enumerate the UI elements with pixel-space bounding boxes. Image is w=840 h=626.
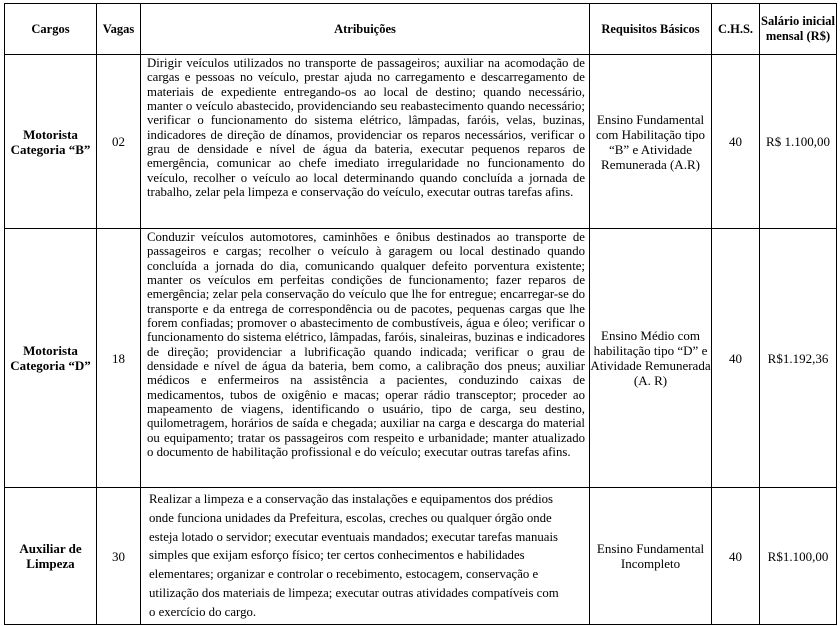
- table-row: [5, 55, 837, 229]
- header-atribuicoes: Atribuições: [141, 4, 590, 55]
- header-salario: Salário inicial mensal (R$): [760, 4, 837, 55]
- vagas-cell: 30: [97, 488, 141, 625]
- header-chs: C.H.S.: [712, 4, 760, 55]
- chs-cell: 40: [712, 488, 760, 625]
- cargo-cell: Motorista Categoria “D”: [5, 229, 97, 488]
- chs-cell: 40: [712, 55, 760, 229]
- table-row: [5, 229, 837, 488]
- header-vagas: Vagas: [97, 4, 141, 55]
- header-row: [5, 4, 837, 55]
- salario-cell: R$ 1.100,00: [760, 55, 837, 229]
- requisitos-cell: Ensino Médio com habilitação tipo “D” e Atividade Remunerada (A. R): [590, 229, 712, 488]
- atribuicoes-cell: Realizar a limpeza e a conservação das instalações e equipamentos dos prédios onde funciona unidades da Prefeitura, escolas, creches ou qualquer órgão onde esteja lotado o servidor; executar eventuais mandados; executar tarefas manuais simples que exijam esforço físico; ter certos conhecimentos e habilidades elementares; organizar e controlar o recebimento, estocagem, conservação e utilização dos materiais de limpeza; executar outras atividades compatíveis com o exercício do cargo.: [141, 488, 590, 625]
- requisitos-cell: Ensino Fundamental com Habilitação tipo “B” e Atividade Remunerada (A.R): [590, 55, 712, 229]
- table-row: [5, 488, 837, 625]
- atribuicoes-cell: Dirigir veículos utilizados no transporte de passageiros; auxiliar na acomodação de cargas e pessoas no veículo, prestar ajuda no carregamento e descarregamento de materiais de expediente entregando-os ao local de destino; quando necessário, manter o veículo abastecido, providenciando seu reabastecimento quando necessário; verificar o funcionamento do sistema elétrico, lâmpadas, faróis, velas, buzinas, indicadores de direção de dínamos, providenciar os reparos necessários, verificar o grau de densidade e nível de água da bateria, executar pequenos reparos de emergência, comunicar ao chefe imediato irregularidade no funcionamento do veículo, recolher o veículo ao local determinando quando concluída a jornada de trabalho, zelar pela limpeza e conservação do veículo, executar outras tarefas afins.: [141, 55, 590, 229]
- header-cargos: Cargos: [5, 4, 97, 55]
- atribuicoes-cell: Conduzir veículos automotores, caminhões e ônibus destinados ao transporte de passageiros e cargas; recolher o veículo à garagem ou local destinado quando concluída a jornada do dia, comunicando qualquer defeito porventura existente; manter os veículos em perfeitas condições de funcionamento; fazer reparos de emergência; zelar pela conservação do veículo que lhe for entregue; encarregar-se do transporte e da entrega de correspondência ou de pacotes, pequenas cargas que lhe forem confiadas; promover o abastecimento de combustíveis, água e óleo; verificar o funcionamento do sistema elétrico, lâmpadas, faróis, sinaleiras, buzinas e indicadores de direção; providenciar a lubrificação quando indicada; verificar o grau de densidade e nível de água da bateria, bem como, a calibração dos pneus; auxiliar médicos e enfermeiros na assistência a pacientes, conduzindo caixas de medicamentos, tubos de oxigênio e macas; operar rádio transceptor; proceder ao mapeamento de viagens, identificando o usuário, tipo de carga, seu destino, quilometragem, horários de saída e chegada; auxiliar na carga e descarga do material ou equipamento; tratar os passageiros com respeito e urbanidade; manter atualizado o documento de habilitação profissional e do veículo; executar outras tarefas afins.: [141, 229, 590, 488]
- cargos-table: [4, 3, 837, 625]
- requisitos-cell: Ensino Fundamental Incompleto: [590, 488, 712, 625]
- vagas-cell: 18: [97, 229, 141, 488]
- cargo-cell: Auxiliar de Limpeza: [5, 488, 97, 625]
- cargo-cell: Motorista Categoria “B”: [5, 55, 97, 229]
- salario-cell: R$1.192,36: [760, 229, 837, 488]
- chs-cell: 40: [712, 229, 760, 488]
- vagas-cell: 02: [97, 55, 141, 229]
- header-requisitos: Requisitos Básicos: [590, 4, 712, 55]
- salario-cell: R$1.100,00: [760, 488, 837, 625]
